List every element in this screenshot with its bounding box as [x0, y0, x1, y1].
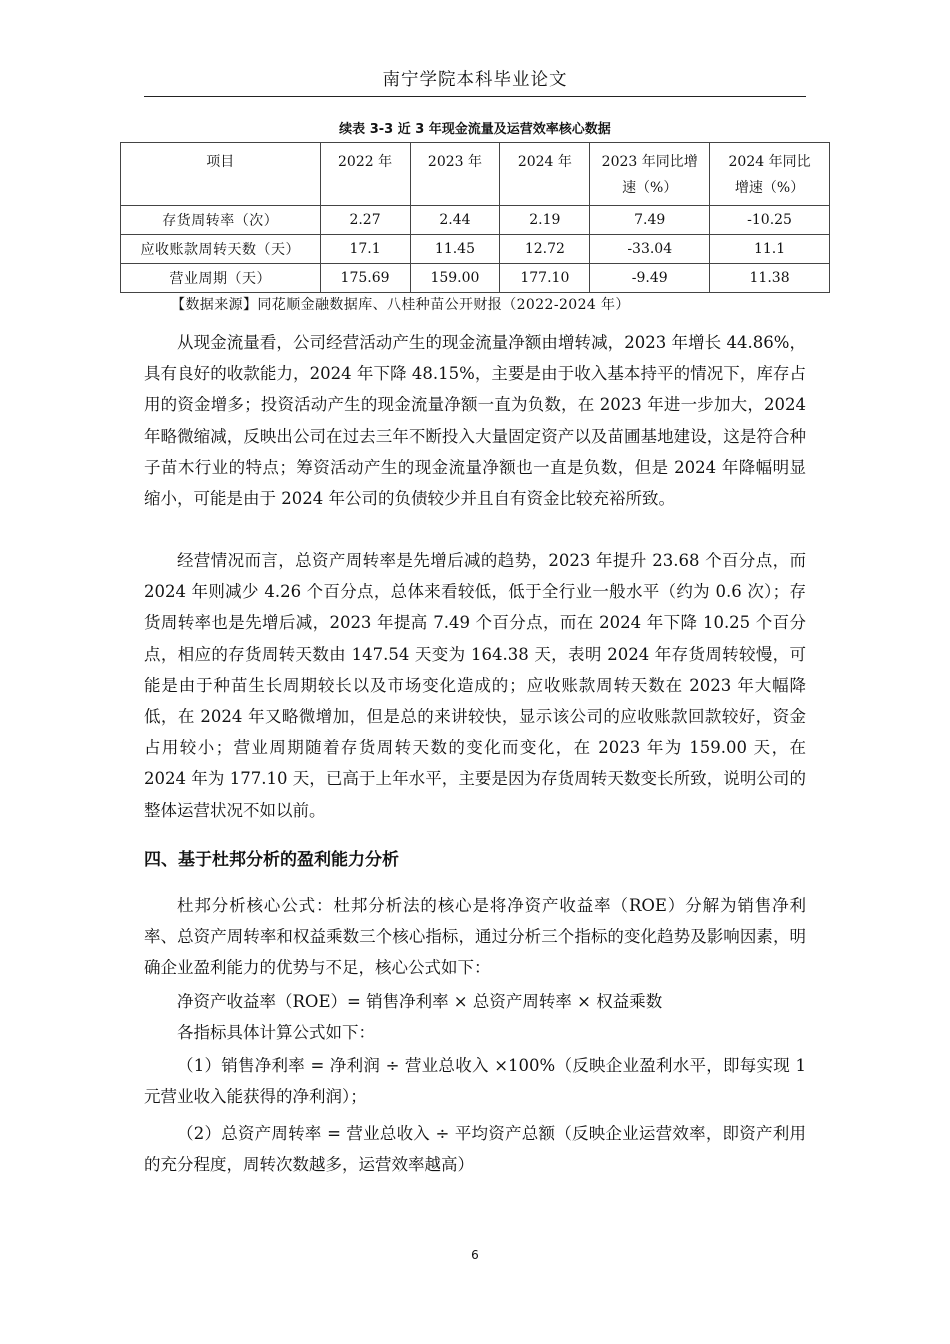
row-label: 应收账款周转天数（天）: [121, 235, 321, 264]
row-label: 营业周期（天）: [121, 264, 321, 293]
table-source-note: 【数据来源】同花顺金融数据库、八桂种苗公开财报（2022-2024 年）: [171, 297, 630, 313]
header-divider: [144, 96, 806, 97]
table-row: [121, 206, 830, 235]
table-cell: -33.04: [590, 235, 710, 264]
running-header: 南宁学院本科毕业论文: [382, 70, 568, 90]
table-cell: 11.1: [710, 235, 830, 264]
table-cell: 17.1: [320, 235, 410, 264]
table-cell: 11.45: [410, 235, 500, 264]
formula-roe: 净资产收益率（ROE）= 销售净利率 × 总资产周转率 × 权益乘数: [177, 992, 663, 1011]
paragraph-dupont-intro: 杜邦分析核心公式：杜邦分析法的核心是将净资产收益率（ROE）分解为销售净利率、总资产周转率和权益乘数三个核心指标，通过分析三个指标的变化趋势及影响因素，明确企业盈利能力的优势与不足，核心公式如下：: [144, 896, 806, 978]
table-cell: 159.00: [410, 264, 500, 293]
section-heading: 四、基于杜邦分析的盈利能力分析: [144, 850, 399, 870]
table-cell: 2.44: [410, 206, 500, 235]
table-cell: -9.49: [590, 264, 710, 293]
paragraph-formula-lead: 各指标具体计算公式如下：: [177, 1023, 375, 1042]
table-cell: 175.69: [320, 264, 410, 293]
table-cell: 2.19: [500, 206, 590, 235]
formula-asset-turnover: （2）总资产周转率 = 营业总收入 ÷ 平均资产总额（反映企业运营效率，即资产利用的充分程度，周转次数越多，运营效率越高）: [144, 1124, 806, 1175]
column-header: 2024 年同比 增速（%）: [710, 143, 830, 206]
table-caption: 续表 3-3 近 3 年现金流量及运营效率核心数据: [339, 122, 611, 137]
row-label: 存货周转率（次）: [121, 206, 321, 235]
table-row: [121, 235, 830, 264]
formula-net-margin: （1）销售净利率 = 净利润 ÷ 营业总收入 ×100%（反映企业盈利水平，即每实现 1 元营业收入能获得的净利润）；: [144, 1056, 806, 1107]
data-table: [120, 142, 830, 293]
table-cell: 12.72: [500, 235, 590, 264]
paragraph-operations: 经营情况而言，总资产周转率是先增后减的趋势，2023 年提升 23.68 个百分点，而 2024 年则减少 4.26 个百分点，总体来看较低，低于全行业一般水平（约为 0.6 次）；存货周转率也是先增后减，2023 年提高 7.49 个百分点，而在 2024 年下降 10.25 个百分点，相应的存货周转天数由 147.54 天变为 164.38 天，表明 2024 年存货周转较慢，可能是由于种苗生长周期较长以及市场变化造成的；应收账款周转天数在 2023 年大幅降低，在 2024 年又略微增加，但是总的来讲较快，显示该公司的应收账款回款较好，资金占用较小；营业周期随着存货周转天数的变化而变化，在 2023 年为 159.00 天，在 2024 年为 177.10 天，已高于上年水平，主要是因为存货周转天数变长所致，说明公司的整体运营状况不如以前。: [144, 551, 806, 820]
column-header: 2024 年: [500, 143, 590, 206]
table-cell: 11.38: [710, 264, 830, 293]
table-cell: -10.25: [710, 206, 830, 235]
column-header: 2022 年: [320, 143, 410, 206]
table-header-row: [121, 143, 830, 206]
page-number: 6: [471, 1248, 479, 1262]
column-header: 项目: [121, 143, 321, 206]
table-cell: 177.10: [500, 264, 590, 293]
column-header: 2023 年同比增 速（%）: [590, 143, 710, 206]
table-cell: 7.49: [590, 206, 710, 235]
table-cell: 2.27: [320, 206, 410, 235]
paragraph-cash-flow: 从现金流量看，公司经营活动产生的现金流量净额由增转减，2023 年增长 44.86%，具有良好的收款能力，2024 年下降 48.15%，主要是由于收入基本持平的情况下，库存占用的资金增多；投资活动产生的现金流量净额一直为负数，在 2023 年进一步加大，2024 年略微缩减，反映出公司在过去三年不断投入大量固定资产以及苗圃基地建设，这是符合种子苗木行业的特点；筹资活动产生的现金流量净额也一直是负数，但是 2024 年降幅明显缩小，可能是由于 2024 年公司的负债较少并且自有资金比较充裕所致。: [144, 333, 806, 509]
table-row: [121, 264, 830, 293]
column-header: 2023 年: [410, 143, 500, 206]
